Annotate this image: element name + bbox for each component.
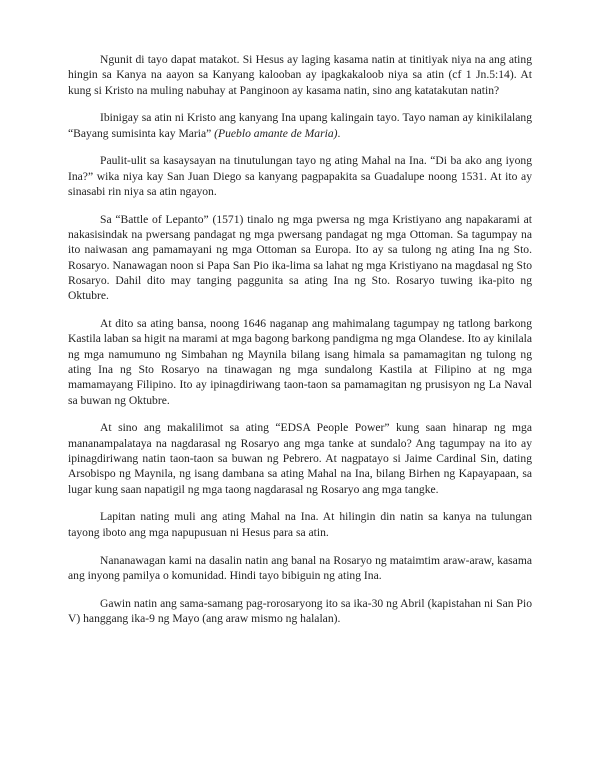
paragraph-edsa: At sino ang makalilimot sa ating “EDSA People Power” kung saan hinarap ng mga mananampalataya na nagdarasal ng Rosaryo ang mga tanke at sundalo? Ang tagumpay na ito ay ipinagdiriwang natin taon-taon sa buwan ng Pebrero. At nagpatayo si Jaime Cardinal Sin, dating Arsobispo ng Maynila, ng isang dambana sa ating Mahal na Ina, bilang Birhen ng Kapayapaan, sa lugar kung saan napatigil ng mga taong nagdarasal ng Rosaryo ang mga tangke. — [68, 421, 532, 496]
paragraph-fear-not: Ngunit di tayo dapat matakot. Si Hesus ay laging kasama natin at tinitiyak niya na ang ating hingin sa Kanya na aayon sa Kanyang kalooban ay ipagkakaloob niya sa atin (cf 1 Jn.5:14). At kung si Kristo na muling nabuhay at Panginoon ay kasama natin, sino ang katatakutan natin? — [68, 53, 532, 97]
paragraph-mother-given-latin: (Pueblo amante de Maria) — [214, 126, 338, 140]
paragraph-mother-given — [68, 110, 532, 141]
paragraph-la-naval: At dito sa ating bansa, noong 1646 naganap ang mahimalang tagumpay ng tatlong barkong Kastila laban sa higit na marami at mga bagong barkong pandigma ng mga Olandese. Ito ay kinilala ng mga namumuno ng Simbahan ng Maynila bilang isang himala sa pamamagitan ng tulong ng ating Ina ng Sto Rosaryo na tinawagan ng mga sundalong Kastila at Filipino at ng mga mamamayang Filipino. Ito ay ipinagdiriwang taon-taon sa pamamagitan ng prusisyon ng La Naval sa buwan ng Oktubre. — [68, 317, 532, 407]
paragraph-approach-mother: Lapitan nating muli ang ating Mahal na Ina. At hilingin din natin sa kanya na tulungan tayong iboto ang mga napupusuan ni Hesus para sa atin. — [68, 510, 532, 539]
paragraph-lepanto: Sa “Battle of Lepanto” (1571) tinalo ng mga pwersa ng mga Kristiyano ang napakarami at nakasisindak na pwersang pandagat ng mga pwersang pandagat ng mga Ottoman. Sa tagumpay na ito naiwasan ang pamamayani ng mga Ottoman sa Europa. Ito ay sa tulong ng ating Ina ng Sto. Rosaryo. Nanawagan noon si Papa San Pio ika-lima sa lahat ng mga Kristiyano na magdasal ng Sto Rosaryo. Dahil dito may tanging paggunita sa ating Ina ng Sto. Rosaryo tuwing ika-pito ng Oktubre. — [68, 212, 532, 303]
paragraph-mother-given-end: . — [337, 126, 341, 140]
paragraph-pray-rosary: Nananawagan kami na dasalin natin ang banal na Rosaryo ng mataimtim araw-araw, kasama ang inyong pamilya o komunidad. Hindi tayo bibiguin ng ating Ina. — [68, 553, 532, 582]
paragraph-guadalupe: Paulit-ulit sa kasaysayan na tinutulungan tayo ng ating Mahal na Ina. “Di ba ako ang iyong Ina?” wika niya kay San Juan Diego sa kanyang pagpapakita sa Guadalupe noong 1531. At ito ay sinasabi rin niya sa atin ngayon. — [68, 154, 532, 199]
paragraph-mother-given-text: Ibinigay sa atin ni Kristo ang kanyang Ina upang kalingain tayo. Tayo naman ay kinikilalang “Bayang sumisinta kay Maria” — [68, 111, 532, 140]
paragraph-rosary-dates: Gawin natin ang sama-samang pag-rorosaryong ito sa ika-30 ng Abril (kapistahan ni San Pio V) hanggang ika-9 ng Mayo (ang araw mismo ng halalan). — [68, 596, 532, 625]
document-page — [68, 52, 532, 639]
